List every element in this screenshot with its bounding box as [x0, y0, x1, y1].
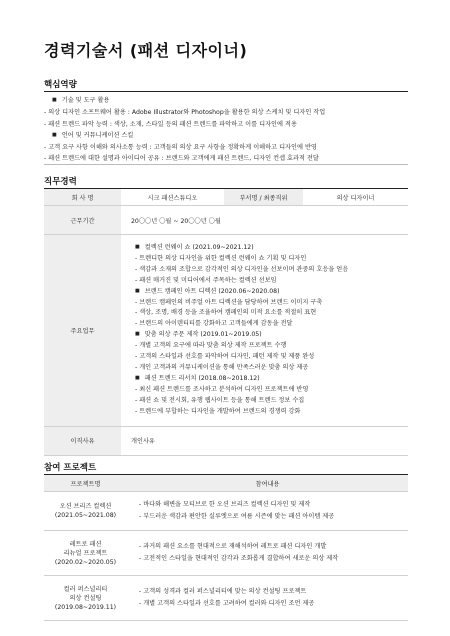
duty-title: ■ 패션 트렌드 리서치 (2018.08~2018.12) [131, 374, 408, 385]
project-title: 의상 컨설팅 [69, 594, 102, 602]
projects-heading: 참여 프로젝트 [44, 463, 97, 473]
project-row [44, 492, 408, 531]
core-item: - 패션 트렌드 파악 능력 : 색상, 소재, 스타일 등의 패션 트렌드를 파악하고 이를 디자인에 적용 [44, 120, 297, 128]
reason-label: 이직사유 [44, 426, 121, 455]
project-item: - 바다와 해변을 모티브로 한 오션 브리즈 컬렉션 디자인 및 제작 [139, 501, 311, 508]
core-item: - 패션 트렌드에 대한 설명과 아이디어 공유 : 브랜드와 고객에게 패션 트렌드, 디자인 컨셉 효과적 전달 [44, 155, 319, 163]
project-item: - 고전적인 스타일을 현대적인 감각과 조화롭게 결합하여 새로운 의상 제작 [139, 555, 339, 562]
project-content-header: 참여내용 [127, 475, 408, 492]
duty-title: ■ 브랜드 캠페인 아트 디렉션 (2020.06~2020.08) [131, 287, 408, 298]
core-item: - 고객 요구 사항 이해와 의사소통 능력 : 고객들의 의상 요구 사항을 정확하게 이해하고 디자인에 반영 [44, 144, 317, 152]
project-name [44, 531, 127, 576]
duty-item: - 패션 매거진 및 미디어에서 주목하는 컬렉션 선보임 [135, 276, 277, 284]
project-title: 컬러 퍼스널리티 [63, 585, 108, 593]
duty-item: - 최신 패션 트렌드를 조사하고 분석하여 디자인 프로젝트에 반영 [135, 385, 309, 393]
dept-value: 의상 디자이너 [303, 189, 408, 206]
duty-item: - 개별 고객의 요구에 따라 맞춤 의상 제작 프로젝트 수행 [135, 342, 287, 350]
core-divider [44, 91, 408, 92]
project-title: 리뉴얼 프로젝트 [63, 549, 108, 557]
projects-table [44, 475, 408, 621]
reason-value: 개인사유 [121, 426, 408, 455]
project-content [127, 576, 408, 621]
duty-item: - 트렌디한 의상 디자인을 위한 컬렉션 런웨이 쇼 기획 및 디자인 [135, 254, 307, 262]
duty-item: - 브랜드의 아이덴티티를 강화하고 고객들에게 감동을 전달 [135, 320, 293, 328]
core-group-title: ■ 언어 및 커뮤니케이션 스킬 [44, 130, 408, 142]
core-bottom-divider [44, 164, 408, 165]
duty-row [44, 235, 408, 427]
duty-title: ■ 맞춤 의상 주문 제작 (2019.01~2019.05) [131, 330, 408, 341]
project-row [44, 531, 408, 576]
dept-label: 부서명 / 최종직위 [224, 189, 303, 206]
company-value: 시크 패션스튜디오 [121, 189, 224, 206]
duty-item: - 색상, 조명, 배경 등을 조율하여 캠페인의 미적 요소를 적절히 표현 [135, 309, 317, 317]
project-item: - 과거의 패션 요소를 현대적으로 재해석하여 레트로 패션 디자인 개발 [139, 543, 327, 550]
company-label: 회 사 명 [44, 189, 121, 206]
project-title: 오션 브리즈 컬렉션 [59, 503, 112, 510]
project-name [44, 492, 127, 531]
duty-item: - 트렌드에 부합하는 디자인을 개발하여 브랜드의 경쟁력 강화 [135, 407, 301, 415]
core-competency-list [44, 95, 408, 165]
period-label: 근무기간 [44, 206, 121, 235]
project-period: (2019.08~2019.11) [54, 603, 117, 611]
period-value: 20〇〇년 〇월 ~ 20〇〇년 〇월 [121, 206, 408, 235]
page-title: 경력기술서 (패션 디자이너) [44, 41, 248, 60]
duty-item: - 색감과 소재의 조합으로 감각적인 의상 디자인을 선보이며 관중의 호응을 얻음 [135, 265, 349, 273]
career-table [44, 189, 408, 456]
career-heading: 직무경력 [44, 177, 77, 187]
duty-item: - 개인 고객과의 커뮤니케이션을 통해 만족스러운 맞춤 의상 제공 [135, 363, 309, 371]
projects-header-row [44, 475, 408, 492]
core-competency-heading: 핵심역량 [44, 80, 77, 90]
reason-row [44, 426, 408, 455]
project-period: (2020.02~2020.05) [54, 558, 117, 566]
project-item: - 고객의 성격과 컬러 퍼스널리티에 맞는 의상 컨설팅 프로젝트 [139, 588, 307, 595]
project-content [127, 492, 408, 531]
duty-title: ■ 컬렉션 런웨이 쇼 (2021.09~2021.12) [131, 243, 408, 254]
project-item: - 개별 고객의 스타일과 선호를 고려하여 컬러와 디자인 조언 제공 [139, 600, 315, 607]
duty-list [121, 235, 408, 427]
project-name [44, 576, 127, 621]
core-group-title: ■ 기술 및 도구 활용 [44, 95, 408, 107]
project-title: 레트로 패션 [69, 540, 102, 548]
duty-label: 주요업무 [44, 235, 121, 427]
core-item: - 의상 디자인 소프트웨어 활용 : Adobe Illustrator와 Photoshop을 활용한 의상 스케치 및 디자인 작업 [44, 109, 326, 117]
duty-item: - 고객의 스타일과 선호를 파악하여 디자인, 패턴 제작 및 제품 완성 [135, 353, 315, 361]
duty-item: - 브랜드 캠페인의 비주얼 아트 디렉션을 담당하여 브랜드 이미지 구축 [135, 298, 323, 306]
project-content [127, 531, 408, 576]
company-row [44, 189, 408, 206]
duty-item: - 패션 쇼 및 전시회, 유행 웹사이트 등을 통해 트렌드 정보 수집 [135, 396, 305, 404]
project-name-header: 프로젝트명 [44, 475, 127, 492]
project-item: - 부드러운 색감과 편안한 실루엣으로 여름 시즌에 맞는 패션 아이템 제공 [139, 513, 335, 520]
project-period: (2021.05~2021.08) [54, 512, 117, 519]
period-row [44, 206, 408, 235]
project-row [44, 576, 408, 621]
